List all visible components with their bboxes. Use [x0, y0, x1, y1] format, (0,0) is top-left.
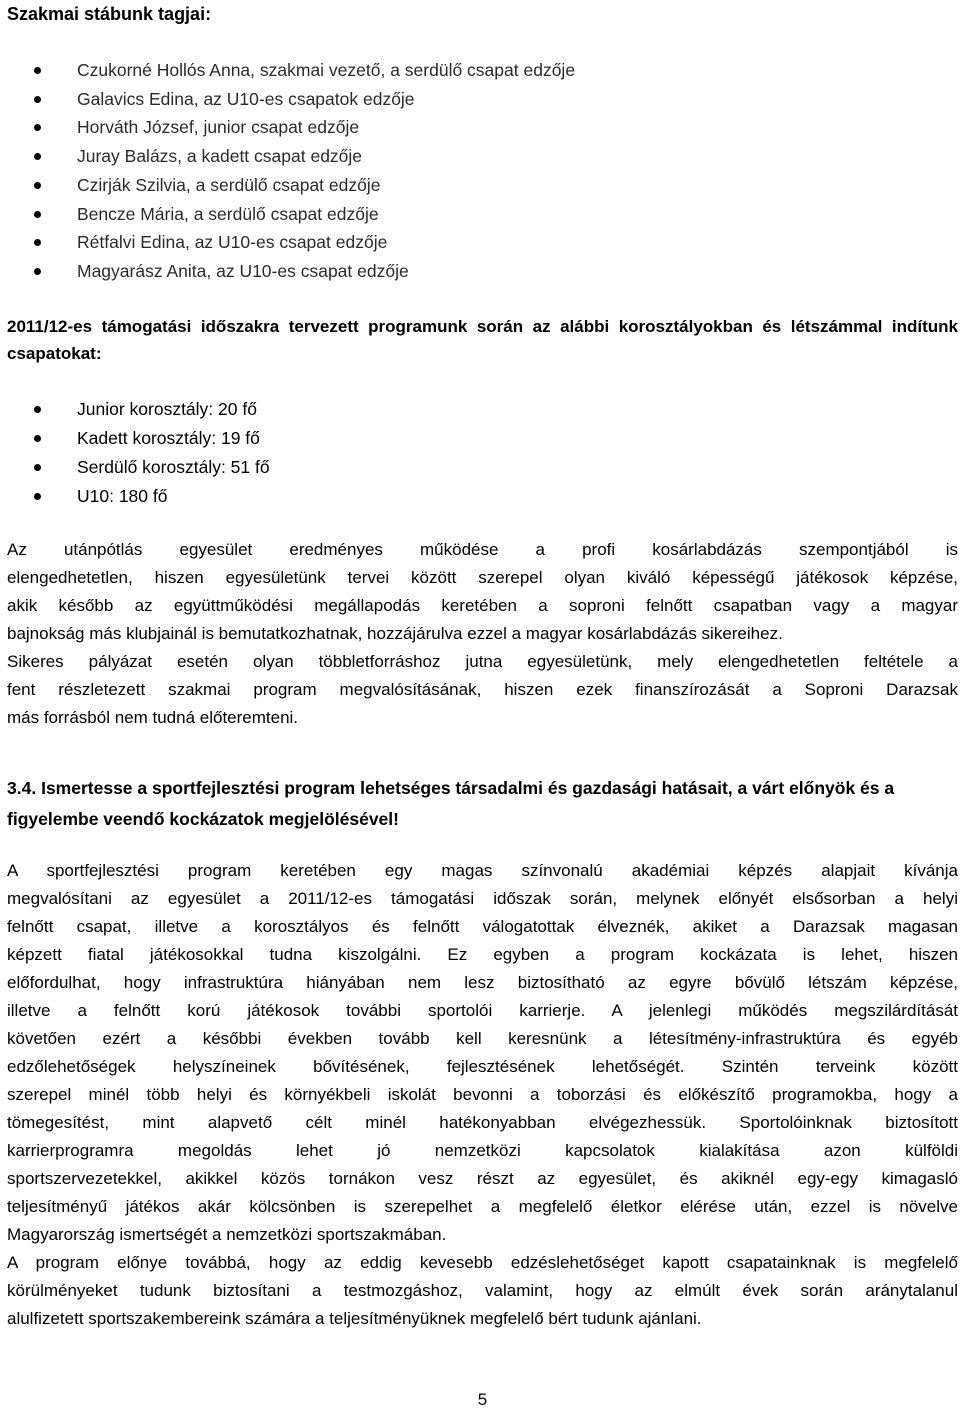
staff-member: Juray Balázs, a kadett csapat edzője: [77, 146, 363, 167]
bullet-icon: [34, 493, 41, 500]
paragraph-line: felnőtt csapat, illetve a korosztályos és felnőtt válogatottak élveznék, akiket a Darazsak magasan: [7, 917, 958, 936]
staff-member: Bencze Mária, a serdülő csapat edzője: [77, 203, 379, 224]
age-group: U10: 180 fő: [77, 486, 168, 506]
staff-member: Czukorné Hollós Anna, szakmai vezető, a serdülő csapat edzője: [77, 60, 576, 80]
section-heading: [7, 773, 958, 835]
section-number: 3.4.: [7, 778, 37, 798]
paragraph-line: körülményeket tudunk biztosítani a testmozgáshoz, valamint, hogy az elmúlt évek során aránytalanul: [7, 1281, 958, 1300]
bullet-icon: [34, 435, 41, 442]
age-group: Kadett korosztály: 19 fő: [77, 428, 260, 448]
bullet-icon: [34, 464, 41, 471]
bullet-icon: [34, 268, 41, 275]
paragraph-line: Sikeres pályázat esetén olyan többletforráshoz jutna egyesületünk, mely elengedhetetlen feltétele a: [7, 652, 958, 671]
paragraph-line: akik később az együttműködési megállapodás keretében a soproni felnőtt csapatban vagy a magyar: [7, 596, 958, 615]
age-group: Serdülő korosztály: 51 fő: [77, 457, 270, 477]
paragraph-line: szerepel minél több helyi és környékbeli iskolát bevonni a toborzási és előkészítő programokba, hogy a: [7, 1085, 958, 1104]
paragraph-line: karrierprogramra megoldás lehet jó nemzetközi kapcsolatok kialakítása azon külföldi: [7, 1141, 958, 1160]
paragraph-line: sportszervezetekkel, akikkel közös tornákon vesz részt az egyesület, és akiknél egy-egy kimagasló: [7, 1169, 958, 1188]
staff-member: Horváth József, junior csapat edzője: [77, 117, 360, 138]
list-item: [7, 257, 575, 286]
paragraph-program-impact: [7, 857, 958, 1333]
staff-member: Rétfalvi Edina, az U10-es csapat edzője: [77, 232, 388, 253]
paragraph-line: fent részletezett szakmai program megvalósításának, hiszen ezek finanszírozását a Soproni Darazsak: [7, 680, 958, 699]
bullet-icon: [34, 211, 41, 218]
paragraph-line: teljesítményű játékos akár kölcsönben is szerepelhet a megfelelő életkor elérése után, ezzel is növelve: [7, 1197, 958, 1216]
paragraph-line: előfordulhat, hogy infrastruktúra hiányában nem lesz biztosítható az egyre bővülő létszám képzése,: [7, 973, 958, 992]
age-group-list: [7, 395, 270, 511]
bullet-icon: [34, 124, 41, 131]
page-number: 5: [477, 1390, 488, 1409]
paragraph-line: alulfizetett sportszakembereink számára a teljesítményüknek megfelelő bért tudunk ajánlani.: [7, 1309, 702, 1328]
list-item: [7, 171, 575, 200]
paragraph-line: Magyarország ismertségét a nemzetközi sportszakmában.: [7, 1225, 447, 1244]
paragraph-line: A sportfejlesztési program keretében egy magas színvonalú akadémiai képzés alapjait kívánja: [7, 861, 958, 880]
staff-member: Magyarász Anita, az U10-es csapat edzője: [77, 260, 409, 281]
paragraph-line: bajnokság más klubjainál is bemutatkozhatnak, hozzájárulva ezzel a magyar kosárlabdázás sikereihez.: [7, 624, 783, 643]
paragraph-line: Az utánpótlás egyesület eredményes működése a profi kosárlabdázás szempontjából is: [7, 540, 958, 559]
age-group: Junior korosztály: 20 fő: [77, 399, 257, 419]
paragraph-line: elengedhetetlen, hiszen egyesületünk tervei között szerepel olyan kiváló képességű játékosok képzése,: [7, 568, 958, 587]
staff-member: Galavics Edina, az U10-es csapatok edzője: [77, 88, 415, 109]
bullet-icon: [34, 153, 41, 160]
paragraph-line: illetve a felnőtt korú játékosok további sportolói karrierje. A jelenlegi működés megszilárdítását: [7, 1001, 958, 1020]
list-item: [7, 395, 270, 424]
paragraph-line: más forrásból nem tudná előteremteni.: [7, 708, 299, 727]
bullet-icon: [34, 239, 41, 246]
staff-member: Czirják Szilvia, a serdülő csapat edzője: [77, 174, 381, 195]
paragraph-line: A program előnye továbbá, hogy az eddig kevesebb edzéslehetőséget kapott csapatainknak is megfelelő: [7, 1253, 958, 1272]
paragraph-line: követően ezért a későbbi években tovább kell keresnünk a létesítmény-infrastruktúra és egyéb: [7, 1029, 958, 1048]
paragraph-youth-association: [7, 536, 958, 732]
program-intro: 2011/12-es támogatási időszakra tervezett programunk során az alábbi korosztályokban és létszámmal indítunk csapatokat:: [7, 317, 958, 363]
bullet-icon: [34, 406, 41, 413]
paragraph-line: tömegesítést, mint alapvető célt minél hatékonyabban elvégezhessük. Sportolóinknak biztosított: [7, 1113, 958, 1132]
paragraph-line: képzett fiatal játékosokkal tudna kiszolgálni. Ez egyben a program kockázata is lehet, hiszen: [7, 945, 958, 964]
list-item: [7, 85, 575, 114]
list-item: [7, 424, 270, 453]
list-item: [7, 228, 575, 257]
list-item: [7, 453, 270, 482]
paragraph-line: edzőlehetőségek helyszíneinek bővítésének, fejlesztésének lehetőségét. Szintén terveink között: [7, 1057, 958, 1076]
list-item: [7, 482, 270, 511]
bullet-icon: [34, 182, 41, 189]
list-item: [7, 56, 575, 85]
paragraph-line: megvalósítani az egyesület a 2011/12-es támogatási időszak során, melynek előnyét elsősorban a helyi: [7, 889, 958, 908]
staff-list: [7, 56, 575, 286]
bullet-icon: [34, 67, 41, 74]
list-item: [7, 113, 575, 142]
list-item: [7, 142, 575, 171]
section-title: Ismertesse a sportfejlesztési program lehetséges társadalmi és gazdasági hatásait, a várt előnyök és a figyelembe veendő kockázatok megjelölésével!: [7, 778, 895, 829]
bullet-icon: [34, 96, 41, 103]
staff-heading: Szakmai stábunk tagjai:: [7, 4, 212, 24]
list-item: [7, 200, 575, 229]
